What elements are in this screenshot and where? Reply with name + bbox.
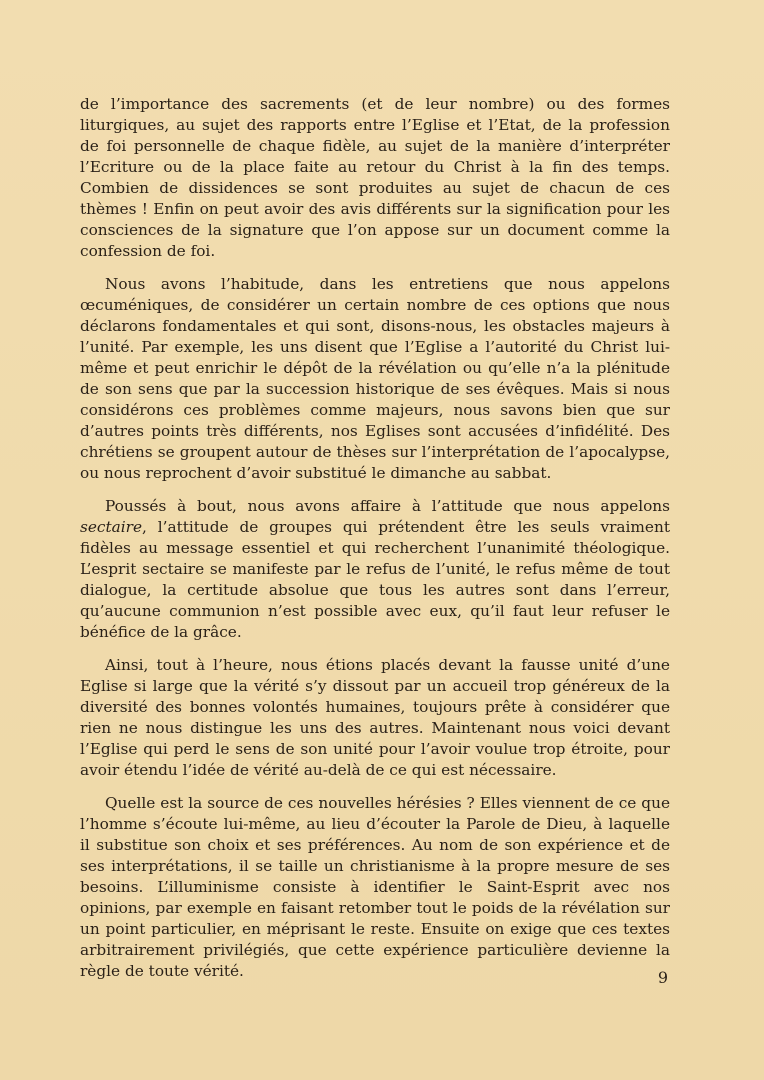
paragraph-3-rest: , l’attitude de groupes qui prétendent être les seuls vraiment fidèles au message essentiel et qui recherchent l’unanimité théologique. L’esprit sectaire se manifeste par le refus de l’unité, le refus même de tout dialogue, la certitude absolue que tous les autres sont dans l’erreur, qu’aucune communion n’est possible avec eux, qu’il faut leur refuser le bénéfice de la grâce. <box>80 518 670 641</box>
paragraph-3-lead: Poussés à bout, nous avons affaire à l’attitude que nous appelons <box>105 497 670 515</box>
paragraph-1: de l’importance des sacrements (et de leur nombre) ou des formes liturgiques, au sujet des rapports entre l’Eglise et l’Etat, de la profession de foi personnelle de chaque fidèle, au sujet de la manière d’interpréter l’Ecriture ou de la place faite au retour du Christ à la fin des temps. Combien de dissidences se sont produites au sujet de chacun de ces thèmes ! Enfin on peut avoir des avis différents sur la signification pour les consciences de la signature que l’on appose sur un document comme la confession de foi. <box>80 95 670 260</box>
paragraph-2: Nous avons l’habitude, dans les entretiens que nous appelons œcuméniques, de considérer un certain nombre de ces options que nous déclarons fondamentales et qui sont, disons-nous, les obstacles majeurs à l’unité. Par exemple, les uns disent que l’Eglise a l’autorité du Christ lui-même et peut enrichir le dépôt de la révélation ou qu’elle n’a la plénitude de son sens que par la succession historique de ses évêques. Mais si nous considérons ces problèmes comme majeurs, nous savons bien que sur d’autres points très différents, nos Eglises sont accusées d’infidélité. Des chrétiens se groupent autour de thèses sur l’interprétation de l’apocalypse, ou nous reprochent d’avoir substitué le dimanche au sabbat. <box>80 275 670 482</box>
paragraph-3 <box>80 496 670 643</box>
italic-term: sectaire <box>80 518 142 536</box>
paragraph-5: Quelle est la source de ces nouvelles hérésies ? Elles viennent de ce que l’homme s’écoute lui-même, au lieu d’écouter la Parole de Dieu, à laquelle il substitue son choix et ses préférences. Au nom de son expérience et de ses interprétations, il se taille un christianisme à la propre mesure de ses besoins. L’illuminisme consiste à identifier le Saint-Esprit avec nos opinions, par exemple en faisant retomber tout le poids de la révélation sur un point particulier, en méprisant le reste. Ensuite on exige que ces textes arbitrairement privilégiés, que cette expérience particulière devienne la règle de toute vérité. <box>80 794 670 980</box>
page-number: 9 <box>657 968 668 987</box>
paragraph-4: Ainsi, tout à l’heure, nous étions placés devant la fausse unité d’une Eglise si large que la vérité s’y dissout par un accueil trop généreux de la diversité des bonnes volontés humaines, toujours prête à considérer que rien ne nous distingue les uns des autres. Maintenant nous voici devant l’Eglise qui perd le sens de son unité pour l’avoir voulue trop étroite, pour avoir étendu l’idée de vérité au-delà de ce qui est nécessaire. <box>80 656 670 779</box>
body-text <box>80 94 670 994</box>
